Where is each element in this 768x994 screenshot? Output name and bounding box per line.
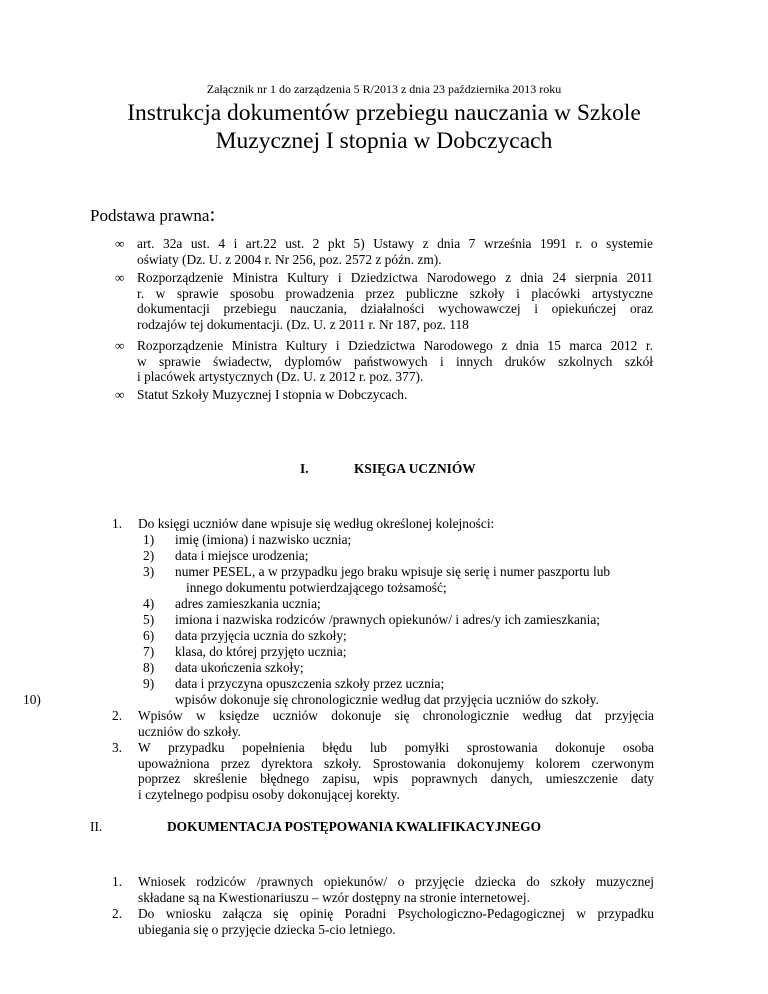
s1-sub-1-text: imię (imiona) i nazwisko ucznia; <box>175 532 352 547</box>
s1-item-2-number: 2. <box>112 708 123 723</box>
s1-sub-5-text: imiona i nazwiska rodziców /prawnych opiekunów/ i adres/y ich zamieszkania; <box>175 612 601 627</box>
s1-sub-3-number: 3) <box>143 564 155 579</box>
section-2-title: DOKUMENTACJA POSTĘPOWANIA KWALIFIKACYJNEGO <box>167 819 541 834</box>
legal-basis-heading-colon: : <box>209 202 216 226</box>
s2-item-1-text <box>138 874 654 905</box>
section-2-number: II. <box>90 819 103 834</box>
s1-item-3-line-3: poprzez skreślenie błędnego zapisu, wpis poprawnych danych, umieszczenie daty <box>138 771 654 787</box>
legal-basis-item-3-line-1: Rozporządzenie Ministra Kultury i Dziedzictwa Narodowego z dnia 15 marca 2012 r. <box>137 338 653 353</box>
s1-sub-4-text: adres zamieszkania ucznia; <box>175 596 321 611</box>
s1-item-2-line-1: Wpisów w księdze uczniów dokonuje się chronologicznie według dat przyjęcia <box>138 708 654 723</box>
bullet-infinity-icon: ∞ <box>115 236 125 251</box>
document-title-line-1: Instrukcja dokumentów przebiegu nauczania w Szkole <box>127 100 641 126</box>
s1-item-3-text <box>138 740 654 802</box>
s2-item-2-line-2: ubiegania się o przyjęcie dziecka 5-cio letniego. <box>138 921 396 937</box>
s2-item-2-line-1: Do wniosku załącza się opinię Poradni Psychologiczno-Pedagogicznej w przypadku <box>138 906 654 921</box>
s1-sub-10-text: wpisów dokonuje się chronologicznie według dat przyjęcia uczniów do szkoły. <box>175 692 599 707</box>
s1-item-3-number: 3. <box>112 740 123 755</box>
legal-basis-heading <box>90 202 215 227</box>
s1-sub-8-number: 8) <box>143 660 155 675</box>
s1-sub-9-text: data i przyczyna opuszczenia szkoły przez ucznia; <box>175 676 445 691</box>
s1-item-1-text: Do księgi uczniów dane wpisuje się według określonej kolejności: <box>138 516 495 531</box>
legal-basis-item-2-line-3: dokumentacji przebiegu nauczania, działalności wychowawczej i opiekuńczej oraz <box>137 301 653 317</box>
preamble: Załącznik nr 1 do zarządzenia 5 R/2013 z dnia 23 października 2013 roku <box>206 82 562 96</box>
s1-sub-6-number: 6) <box>143 628 155 643</box>
s1-sub-5-number: 5) <box>143 612 155 627</box>
legal-basis-item-1-line-2: oświaty (Dz. U. z 2004 r. Nr 256, poz. 2572 z późn. zm). <box>137 251 442 267</box>
s1-sub-2-text: data i miejsce urodzenia; <box>175 548 309 563</box>
legal-basis-item-3-line-3: i placówek artystycznych (Dz. U. z 2012 r. poz. 377). <box>137 369 424 385</box>
s2-item-2-number: 2. <box>112 906 123 921</box>
bullet-infinity-icon: ∞ <box>115 338 125 353</box>
legal-basis-item-1-line-1: art. 32a ust. 4 i art.22 ust. 2 pkt 5) Ustawy z dnia 7 września 1991 r. o systemie <box>137 236 653 251</box>
s1-item-2-text <box>138 708 654 739</box>
s1-sub-1-number: 1) <box>143 532 155 547</box>
legal-basis-heading-text: Podstawa prawna <box>90 206 210 225</box>
legal-basis-item-2-line-2: r. w sprawie sposobu prowadzenia przez publiczne szkoły i placówki artystyczne <box>137 285 653 301</box>
s1-sub-7-text: klasa, do której przyjęto ucznia; <box>175 644 347 659</box>
s2-item-2-text <box>138 906 654 937</box>
legal-basis-item-2-line-4: rodzajów tej dokumentacji. (Dz. U. z 2011 r. Nr 187, poz. 118 <box>137 316 469 332</box>
bullet-infinity-icon: ∞ <box>115 387 125 402</box>
legal-basis-item-3-line-2: w sprawie świadectw, dyplomów państwowych i innych druków szkolnych szkół <box>137 353 653 369</box>
s2-item-1-number: 1. <box>112 874 123 889</box>
s1-sub-9-number: 9) <box>143 676 155 691</box>
s1-sub-3-text-line-1: numer PESEL, a w przypadku jego braku wpisuje się serię i numer paszportu lub <box>175 564 611 579</box>
s1-sub-2-number: 2) <box>143 548 155 563</box>
bullet-infinity-icon: ∞ <box>115 270 125 285</box>
s1-sub-6-text: data przyjęcia ucznia do szkoły; <box>175 628 347 643</box>
s1-item-3-line-2: upoważniona przez dyrektora szkoły. Sprostowania dokonujemy kolorem czerwonym <box>138 755 654 771</box>
section-1-title: KSIĘGA UCZNIÓW <box>354 461 476 476</box>
s1-item-3-line-4: i czytelnego podpisu osoby dokonującej korekty. <box>138 786 400 802</box>
s1-sub-10-number: 10) <box>23 692 41 707</box>
s1-item-3-line-1: W przypadku popełnienia błędu lub pomyłki sprostowania dokonuje osoba <box>138 740 654 755</box>
section-1-number: I. <box>300 461 309 476</box>
s1-sub-3-text-line-2: innego dokumentu potwierdzającego tożsamość; <box>186 580 447 595</box>
s1-sub-7-number: 7) <box>143 644 155 659</box>
s2-item-1-line-2: składane są na Kwestionariuszu – wzór dostępny na stronie internetowej. <box>138 889 530 905</box>
document-title-line-2: Muzycznej I stopnia w Dobczycach <box>215 128 553 154</box>
s1-item-2-line-2: uczniów do szkoły. <box>138 723 241 739</box>
s1-item-1-number: 1. <box>112 516 123 531</box>
legal-basis-item-4-line-1: Statut Szkoły Muzycznej I stopnia w Dobczycach. <box>137 387 408 402</box>
legal-basis-item-2-line-1: Rozporządzenie Ministra Kultury i Dziedzictwa Narodowego z dnia 24 sierpnia 2011 <box>137 270 653 285</box>
s1-sub-4-number: 4) <box>143 596 155 611</box>
s1-sub-8-text: data ukończenia szkoły; <box>175 660 304 675</box>
s2-item-1-line-1: Wniosek rodziców /prawnych opiekunów/ o przyjęcie dziecka do szkoły muzycznej <box>138 874 654 889</box>
